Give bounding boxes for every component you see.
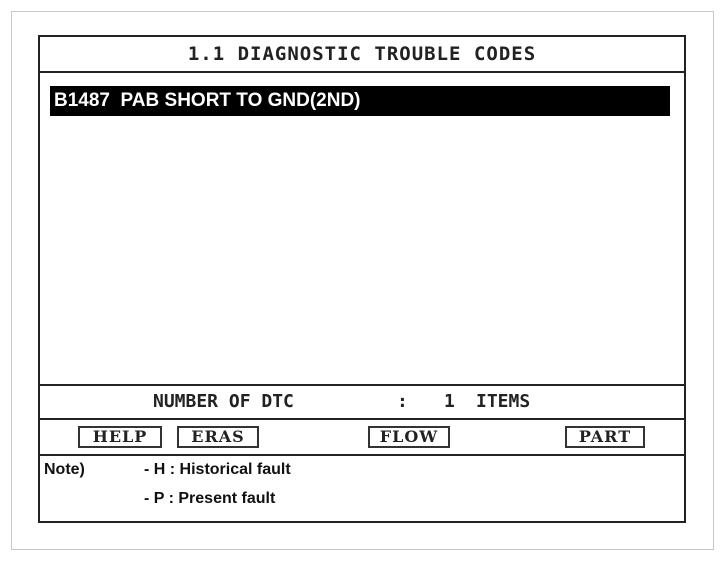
dtc-count-unit: ITEMS: [476, 391, 531, 412]
screen-title: 1.1 DIAGNOSTIC TROUBLE CODES: [40, 37, 684, 73]
part-button[interactable]: PART: [565, 426, 645, 448]
erase-button[interactable]: ERAS: [177, 426, 259, 448]
scanner-screen: [38, 35, 686, 523]
dtc-count-separator: :: [397, 391, 408, 412]
dtc-count-value: 1: [444, 391, 455, 412]
note-label: Note): [44, 461, 85, 478]
function-key-bar: [40, 420, 684, 456]
dtc-list: [40, 73, 684, 386]
note-present: - P : Present fault: [144, 490, 276, 507]
flow-button[interactable]: FLOW: [368, 426, 450, 448]
note-historical: - H : Historical fault: [144, 461, 291, 478]
dtc-count-label: NUMBER OF DTC: [153, 391, 294, 412]
help-button[interactable]: HELP: [78, 426, 162, 448]
dtc-list-item-selected[interactable]: B1487 PAB SHORT TO GND(2ND): [50, 86, 670, 116]
dtc-count-bar: [40, 384, 684, 420]
fault-notes: [40, 456, 684, 521]
